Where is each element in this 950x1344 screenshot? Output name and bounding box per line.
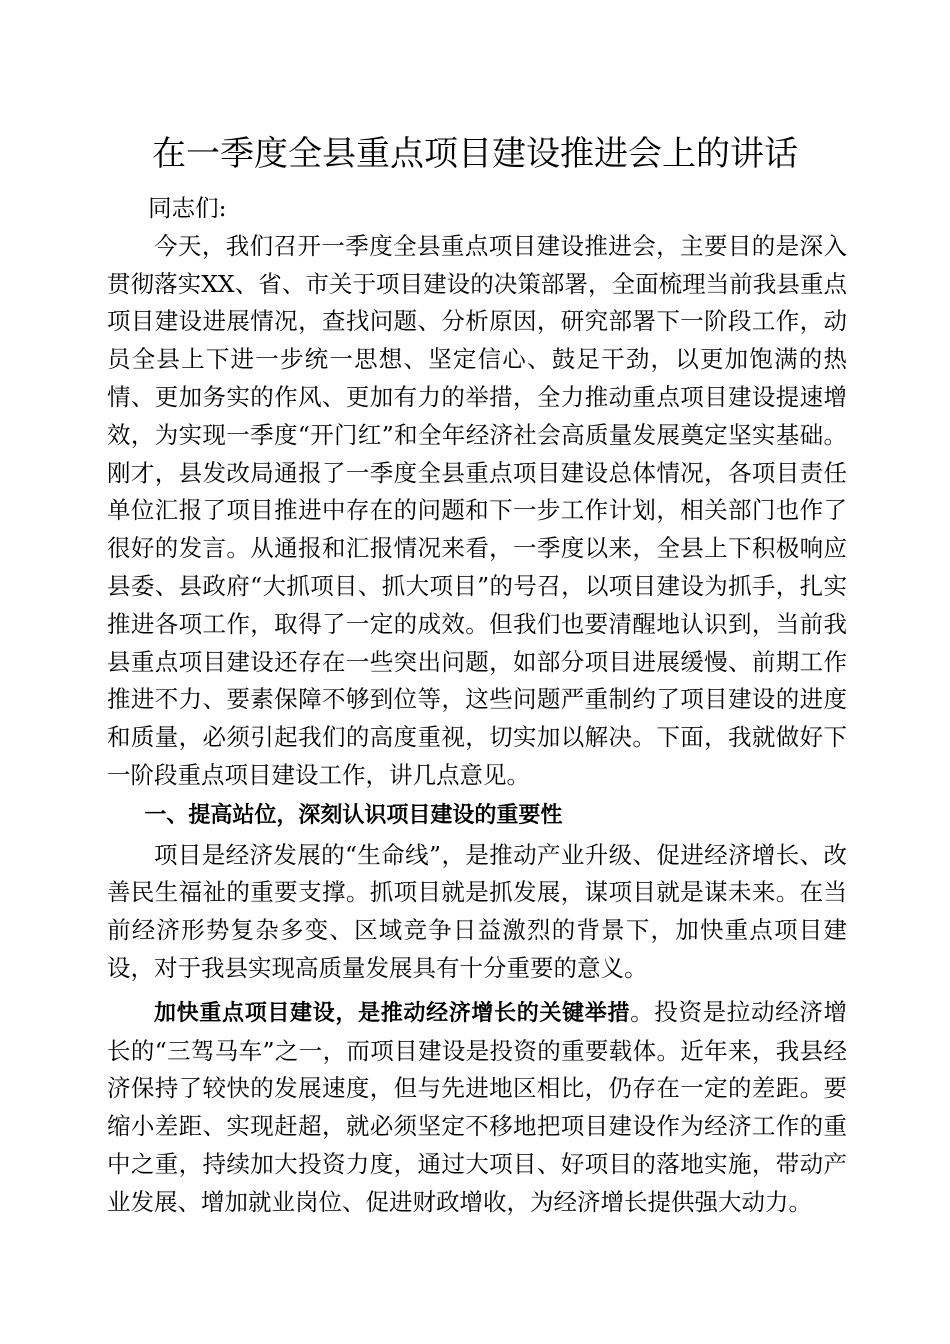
greeting: 同志们: (148, 194, 227, 222)
section1-paragraph-1: 项目是经济发展的“生命线”，是推动产业升级、促进经济增长、改善民生福祉的重要支撑。抓项目就是抓发展，谋项目就是谋未来。在当前经济形势复杂多变、区域竞争日益激烈的背景下，加快重点项目建设，对于我县实现高质量发展具有十分重要的意义。 (107, 840, 847, 982)
document-body (107, 190, 847, 1222)
section-heading-1: 一、提高站位，深刻认识项目建设的重要性 (144, 802, 563, 828)
paragraph-lead-sentence: 加快重点项目建设，是推动经济增长的关键举措 (154, 1000, 631, 1026)
paragraph-body-text: 。投资是拉动经济增长的“三驾马车”之一，而项目建设是投资的重要载体。近年来，我县经济保持了较快的发展速度，但与先进地区相比，仍存在一定的差距。要缩小差距、实现赶超，就必须坚定不移地把项目建设作为经济工作的重中之重，持续加大投资力度，通过大项目、好项目的落地实施，带动产业发展、增加就业岗位、促进财政增收，为经济增长提供强大动力。 (107, 997, 847, 1216)
section1-paragraph-2 (107, 994, 847, 1222)
intro-paragraph: 今天，我们召开一季度全县重点项目建设推进会，主要目的是深入贯彻落实XX、省、市关于项目建设的决策部署，全面梳理当前我县重点项目建设进展情况，查找问题、分析原因，研究部署下一阶段工作，动员全县上下进一步统一思想、坚定信心、鼓足干劲，以更加饱满的热情、更加务实的作风、更加有力的举措，全力推动重点项目建设提速增效，为实现一季度“开门红”和全年经济社会高质量发展奠定坚实基础。刚才，县发改局通报了一季度全县重点项目建设总体情况，各项目责任单位汇报了项目推进中存在的问题和下一步工作计划，相关部门也作了很好的发言。从通报和汇报情况来看，一季度以来，全县上下积极响应县委、县政府“大抓项目、抓大项目”的号召，以项目建设为抓手，扎实推进各项工作，取得了一定的成效。但我们也要清醒地认识到，当前我县重点项目建设还存在一些突出问题，如部分项目进展缓慢、前期工作推进不力、要素保障不够到位等，这些问题严重制约了项目建设的进度和质量，必须引起我们的高度重视，切实加以解决。下面，我就做好下一阶段重点项目建设工作，讲几点意见。 (107, 231, 847, 789)
document-title: 在一季度全县重点项目建设推进会上的讲话 (152, 134, 798, 174)
